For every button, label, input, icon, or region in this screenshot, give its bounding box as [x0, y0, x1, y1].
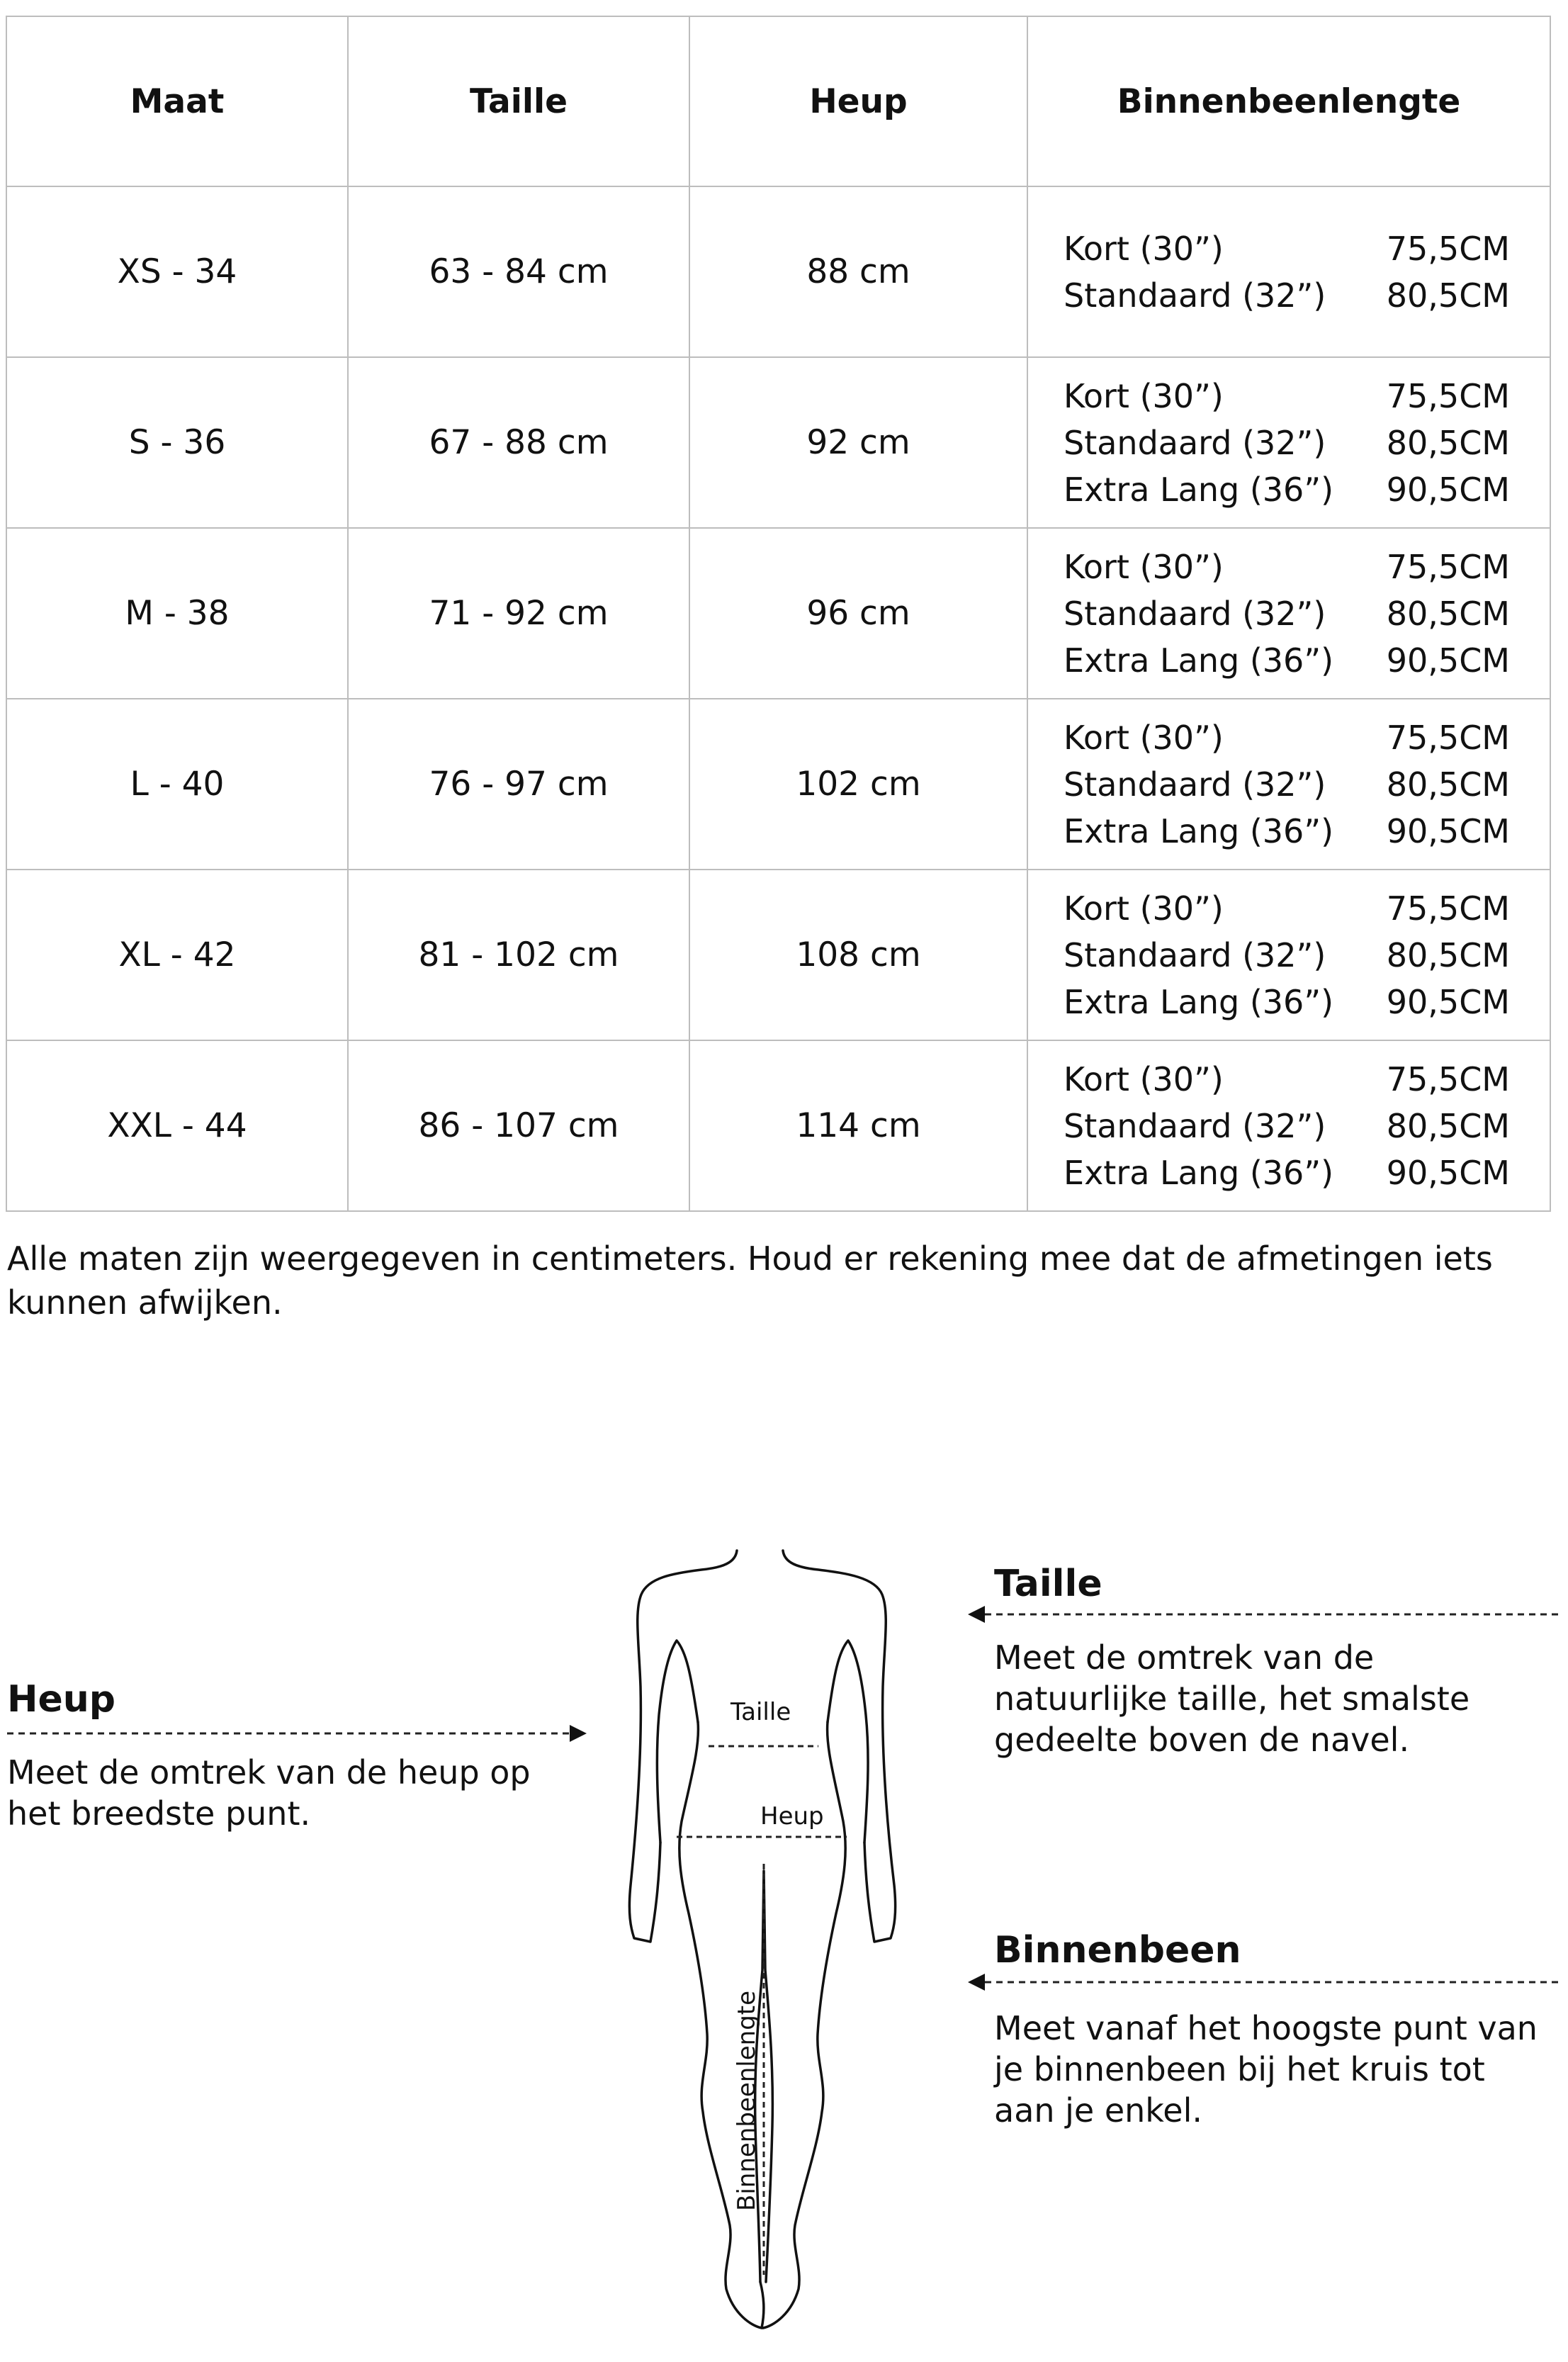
- hip-cell: 88 cm: [689, 186, 1027, 357]
- inseam-cell: [1027, 699, 1550, 870]
- inseam-label: Extra Lang (36”): [1064, 641, 1334, 680]
- figure-label-binnenbeenlengte: Binnenbeenlengte: [733, 1990, 761, 2211]
- inseam-value: 75,5CM: [1386, 1059, 1510, 1098]
- taille-arrow: [968, 1606, 1559, 1623]
- table-row: [6, 870, 1550, 1040]
- inseam-label: Kort (30”): [1064, 889, 1224, 928]
- inseam-value: 75,5CM: [1386, 718, 1510, 757]
- size-table: [6, 16, 1551, 1212]
- body-figure: [0, 1524, 1568, 2362]
- hip-cell: 108 cm: [689, 870, 1027, 1040]
- inseam-cell: [1027, 870, 1550, 1040]
- size-cell: XS - 34: [6, 186, 348, 357]
- inseam-list: [1064, 225, 1550, 319]
- inseam-label: Standaard (32”): [1064, 594, 1326, 633]
- waist-cell: 67 - 88 cm: [348, 357, 689, 528]
- inseam-label: Standaard (32”): [1064, 423, 1326, 462]
- inseam-item: [1064, 637, 1510, 684]
- inseam-label: Standaard (32”): [1064, 1106, 1326, 1145]
- inseam-label: Extra Lang (36”): [1064, 982, 1334, 1021]
- inseam-label: Extra Lang (36”): [1064, 470, 1334, 509]
- inseam-label: Standaard (32”): [1064, 935, 1326, 974]
- inseam-value: 75,5CM: [1386, 547, 1510, 586]
- inseam-item: [1064, 979, 1510, 1025]
- size-cell: M - 38: [6, 528, 348, 699]
- waist-cell: 81 - 102 cm: [348, 870, 689, 1040]
- binnenbeen-description: Meet vanaf het hoogste punt van je binnenbeen bij het kruis tot aan je enkel.: [994, 2009, 1538, 2130]
- table-row: [6, 1040, 1550, 1211]
- figure-label-heup: Heup: [760, 1802, 824, 1830]
- inseam-list: [1064, 885, 1550, 1025]
- inseam-value: 75,5CM: [1386, 376, 1510, 415]
- inseam-item: [1064, 590, 1510, 637]
- hip-cell: 114 cm: [689, 1040, 1027, 1211]
- inseam-item: [1064, 932, 1510, 979]
- header-binnenbeenlengte: Binnenbeenlengte: [1027, 16, 1550, 186]
- header-taille: Taille: [348, 16, 689, 186]
- size-cell: XXL - 44: [6, 1040, 348, 1211]
- table-header-row: [6, 16, 1550, 186]
- taille-description: Meet de omtrek van de natuurlijke taille, het smalste gedeelte boven de navel.: [994, 1638, 1470, 1759]
- inseam-item: [1064, 1056, 1510, 1103]
- table-row: [6, 357, 1550, 528]
- inseam-item: [1064, 885, 1510, 932]
- inseam-item: [1064, 761, 1510, 808]
- inseam-item: [1064, 466, 1510, 513]
- measurement-note: Alle maten zijn weergegeven in centimeters. Houd er rekening mee dat de afmetingen iets kunnen afwijken.: [7, 1239, 1493, 1322]
- inseam-value: 90,5CM: [1386, 641, 1510, 680]
- inseam-list: [1064, 544, 1550, 684]
- size-cell: L - 40: [6, 699, 348, 870]
- inseam-list: [1064, 373, 1550, 513]
- header-heup: Heup: [689, 16, 1027, 186]
- inseam-value: 80,5CM: [1386, 594, 1510, 633]
- inseam-item: [1064, 272, 1510, 319]
- inseam-value: 75,5CM: [1386, 229, 1510, 268]
- waist-cell: 76 - 97 cm: [348, 699, 689, 870]
- inseam-cell: [1027, 357, 1550, 528]
- waist-cell: 86 - 107 cm: [348, 1040, 689, 1211]
- table-row: [6, 528, 1550, 699]
- inseam-item: [1064, 225, 1510, 272]
- size-cell: S - 36: [6, 357, 348, 528]
- inseam-item: [1064, 1103, 1510, 1149]
- inseam-label: Extra Lang (36”): [1064, 1153, 1334, 1192]
- inseam-list: [1064, 1056, 1550, 1196]
- inseam-label: Kort (30”): [1064, 1059, 1224, 1098]
- inseam-item: [1064, 373, 1510, 420]
- inseam-value: 80,5CM: [1386, 765, 1510, 804]
- inseam-label: Standaard (32”): [1064, 276, 1326, 315]
- size-cell: XL - 42: [6, 870, 348, 1040]
- inseam-item: [1064, 544, 1510, 590]
- waist-cell: 63 - 84 cm: [348, 186, 689, 357]
- body-outline: [629, 1551, 895, 2328]
- inseam-value: 80,5CM: [1386, 423, 1510, 462]
- inseam-label: Extra Lang (36”): [1064, 811, 1334, 850]
- inseam-item: [1064, 714, 1510, 761]
- inseam-label: Kort (30”): [1064, 229, 1224, 268]
- taille-title: Taille: [994, 1563, 1102, 1605]
- inseam-value: 75,5CM: [1386, 889, 1510, 928]
- inseam-item: [1064, 808, 1510, 855]
- binnenbeen-title: Binnenbeen: [994, 1929, 1241, 1972]
- inseam-cell: [1027, 528, 1550, 699]
- inseam-value: 90,5CM: [1386, 1153, 1510, 1192]
- inseam-label: Kort (30”): [1064, 376, 1224, 415]
- hip-cell: 102 cm: [689, 699, 1027, 870]
- inseam-item: [1064, 1149, 1510, 1196]
- waist-cell: 71 - 92 cm: [348, 528, 689, 699]
- heup-description: Meet de omtrek van de heup op het breedste punt.: [7, 1753, 531, 1833]
- binnenbeen-arrow: [968, 1974, 1559, 1991]
- inseam-label: Kort (30”): [1064, 718, 1224, 757]
- inseam-label: Standaard (32”): [1064, 765, 1326, 804]
- table-row: [6, 699, 1550, 870]
- inseam-list: [1064, 714, 1550, 855]
- inseam-cell: [1027, 1040, 1550, 1211]
- inseam-label: Kort (30”): [1064, 547, 1224, 586]
- hip-cell: 96 cm: [689, 528, 1027, 699]
- inseam-item: [1064, 420, 1510, 466]
- inseam-value: 80,5CM: [1386, 276, 1510, 315]
- header-maat: Maat: [6, 16, 348, 186]
- inseam-value: 90,5CM: [1386, 470, 1510, 509]
- inseam-value: 80,5CM: [1386, 935, 1510, 974]
- table-row: [6, 186, 1550, 357]
- inseam-value: 80,5CM: [1386, 1106, 1510, 1145]
- inseam-cell: [1027, 186, 1550, 357]
- heup-arrow: [7, 1725, 587, 1742]
- figure-label-taille: Taille: [731, 1698, 791, 1726]
- heup-title: Heup: [7, 1678, 116, 1721]
- inseam-value: 90,5CM: [1386, 811, 1510, 850]
- hip-cell: 92 cm: [689, 357, 1027, 528]
- inseam-value: 90,5CM: [1386, 982, 1510, 1021]
